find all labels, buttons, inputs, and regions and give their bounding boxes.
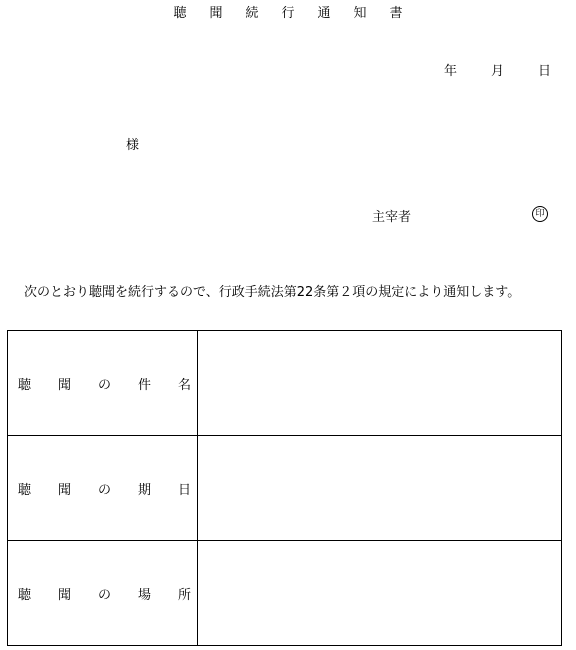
row-label — [8, 479, 197, 498]
row-label — [8, 584, 197, 603]
row-label — [8, 374, 197, 393]
date-year: 年 — [444, 64, 458, 79]
label-char: 聞 — [57, 482, 71, 498]
hearing-case-name-value[interactable] — [198, 331, 562, 436]
title-char: 通 — [317, 6, 331, 21]
title-char: 書 — [389, 6, 403, 21]
hearing-place-value[interactable] — [198, 541, 562, 646]
seal-mark: 印 — [532, 206, 548, 222]
label-char: の — [97, 482, 111, 498]
table-row — [8, 541, 562, 646]
notice-body-text: 次のとおり聴聞を続行するので、行政手続法第22条第２項の規定により通知します。 — [24, 285, 521, 300]
table-row — [8, 331, 562, 436]
title-char: 続 — [245, 6, 259, 21]
date-day: 日 — [538, 64, 552, 79]
title-char: 行 — [281, 6, 295, 21]
hearing-info-table — [7, 330, 562, 646]
title-char: 聴 — [173, 6, 187, 21]
presider-label: 主宰者 — [372, 210, 412, 225]
date-month: 月 — [491, 64, 505, 79]
label-char: の — [97, 587, 111, 603]
label-char: 聴 — [18, 587, 32, 603]
hearing-date-value[interactable] — [198, 436, 562, 541]
document-title — [0, 2, 576, 21]
label-char: 期 — [137, 482, 151, 498]
label-char: 所 — [177, 587, 191, 603]
label-char: 名 — [177, 377, 191, 393]
label-char: 聞 — [57, 587, 71, 603]
label-char: の — [97, 377, 111, 393]
label-char: 聴 — [18, 377, 32, 393]
label-char: 件 — [137, 377, 151, 393]
label-char: 日 — [177, 482, 191, 498]
row-label-cell — [8, 541, 198, 646]
row-label-cell — [8, 436, 198, 541]
date-line — [444, 60, 576, 79]
label-char: 聞 — [57, 377, 71, 393]
label-char: 聴 — [18, 482, 32, 498]
table-row — [8, 436, 562, 541]
title-char: 知 — [353, 6, 367, 21]
label-char: 場 — [137, 587, 151, 603]
title-char: 聞 — [209, 6, 223, 21]
row-label-cell — [8, 331, 198, 436]
addressee-suffix: 様 — [126, 138, 140, 153]
